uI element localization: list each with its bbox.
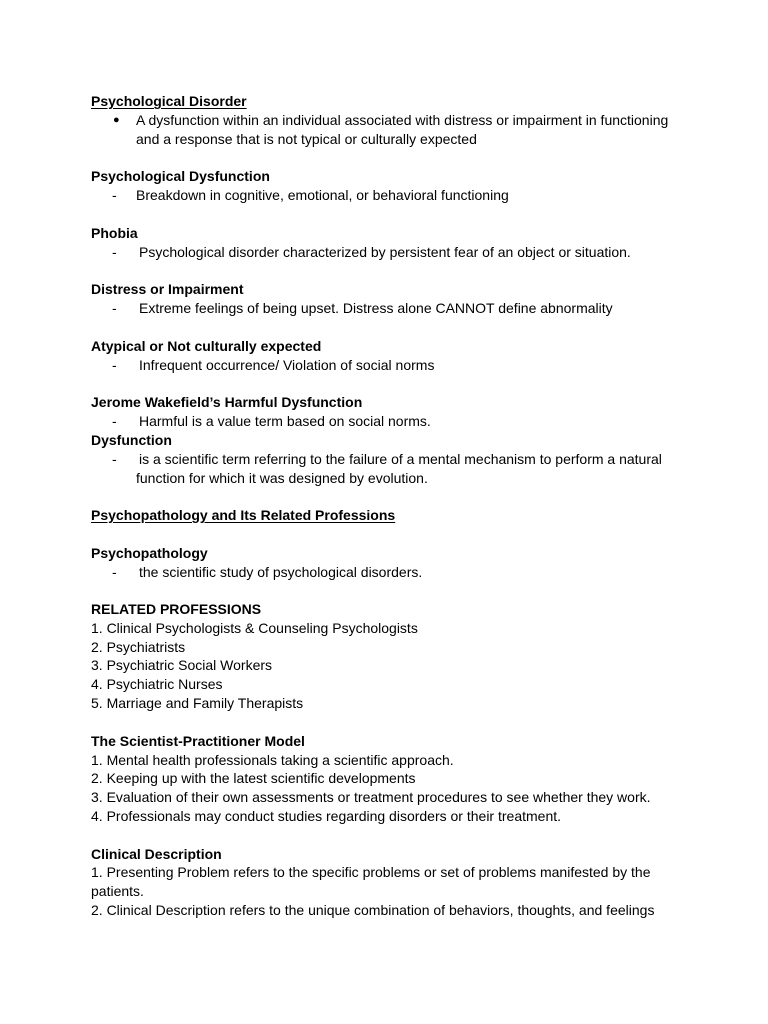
heading-psychological-disorder: Psychological Disorder	[91, 93, 247, 109]
definition-text: Breakdown in cognitive, emotional, or behavioral functioning	[136, 187, 509, 203]
dash-marker: -	[112, 564, 117, 580]
definition-text: Harmful is a value term based on social norms.	[139, 413, 431, 429]
heading-phobia: Phobia	[91, 225, 138, 241]
heading-atypical: Atypical or Not culturally expected	[91, 338, 322, 354]
list-item: 2. Clinical Description refers to the unique combination of behaviors, thoughts, and feelings	[91, 902, 655, 918]
heading-related-professions: RELATED PROFESSIONS	[91, 601, 262, 617]
list-item: 5. Marriage and Family Therapists	[91, 695, 304, 711]
definition-text: and a response that is not typical or culturally expected	[136, 131, 477, 147]
dash-marker: -	[112, 413, 117, 429]
heading-scientist-practitioner: The Scientist-Practitioner Model	[91, 733, 305, 749]
list-item: 1. Presenting Problem refers to the specific problems or set of problems manifested by the	[91, 864, 651, 880]
list-item: 3. Psychiatric Social Workers	[91, 657, 273, 673]
dash-marker: -	[112, 244, 117, 260]
list-item: 3. Evaluation of their own assessments or treatment procedures to see whether they work.	[91, 789, 651, 805]
definition-text: is a scientific term referring to the failure of a mental mechanism to perform a natural	[139, 451, 662, 467]
heading-psychopathology: Psychopathology	[91, 545, 208, 561]
dash-marker: -	[112, 187, 117, 203]
heading-psychological-dysfunction: Psychological Dysfunction	[91, 168, 270, 184]
heading-wakefield: Jerome Wakefield’s Harmful Dysfunction	[91, 394, 363, 410]
list-item: 2. Psychiatrists	[91, 639, 186, 655]
definition-text: Extreme feelings of being upset. Distress alone CANNOT define abnormality	[139, 300, 613, 316]
list-item: 2. Keeping up with the latest scientific developments	[91, 770, 416, 786]
definition-text: function for which it was designed by evolution.	[136, 470, 428, 486]
dash-marker: -	[112, 357, 117, 373]
dash-marker: -	[112, 451, 117, 467]
list-item: 1. Clinical Psychologists & Counseling Psychologists	[91, 620, 418, 636]
list-item: 1. Mental health professionals taking a scientific approach.	[91, 752, 454, 768]
heading-psychopathology-professions: Psychopathology and Its Related Professions	[91, 507, 396, 523]
definition-text: Psychological disorder characterized by persistent fear of an object or situation.	[139, 244, 631, 260]
definition-text: the scientific study of psychological disorders.	[139, 564, 423, 580]
list-item: 4. Psychiatric Nurses	[91, 676, 223, 692]
list-item: 4. Professionals may conduct studies regarding disorders or their treatment.	[91, 808, 562, 824]
definition-text: Infrequent occurrence/ Violation of social norms	[139, 357, 435, 373]
heading-clinical-description: Clinical Description	[91, 846, 222, 862]
definition-text: A dysfunction within an individual associated with distress or impairment in functioning	[136, 112, 669, 128]
bullet-icon: ●	[113, 114, 120, 126]
heading-dysfunction: Dysfunction	[91, 432, 172, 448]
list-item: patients.	[91, 883, 144, 899]
heading-distress-impairment: Distress or Impairment	[91, 281, 244, 297]
dash-marker: -	[112, 300, 117, 316]
